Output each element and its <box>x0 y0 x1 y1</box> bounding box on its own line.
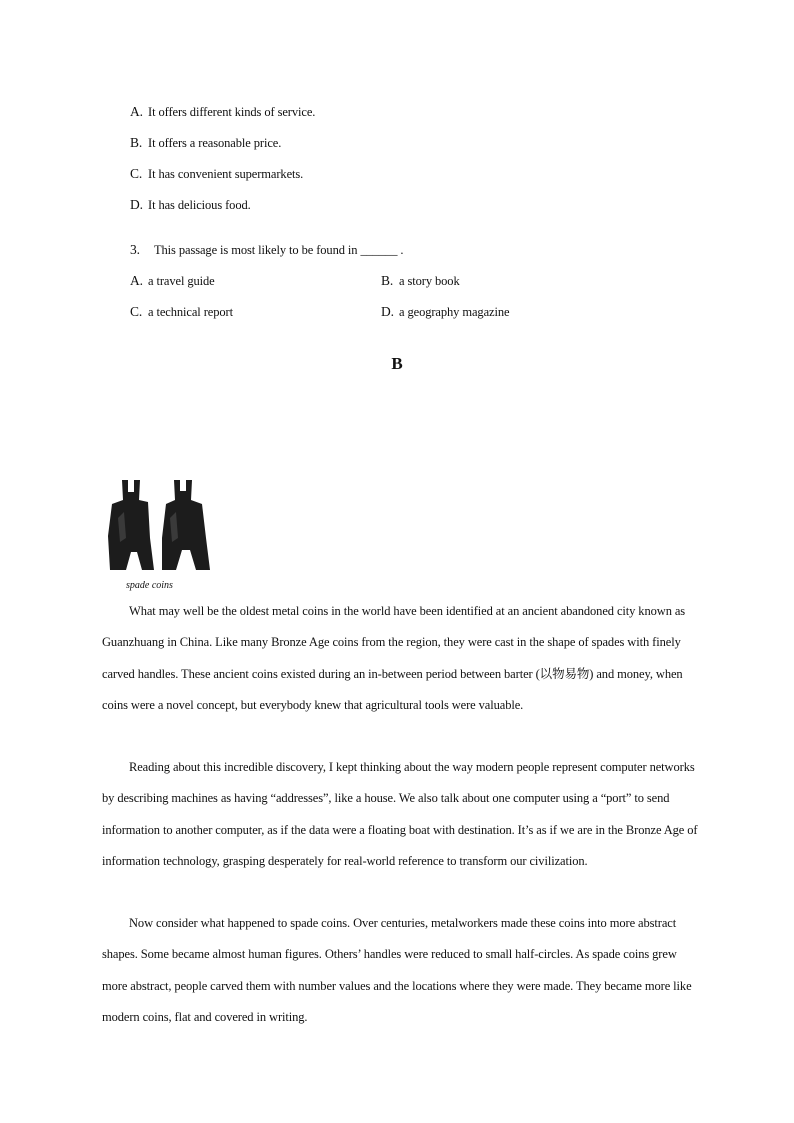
question-3-stem <box>130 242 403 258</box>
option-text: It has delicious food. <box>148 198 251 212</box>
option-a <box>130 104 315 120</box>
option-text: a story book <box>399 274 460 288</box>
option-letter: A. <box>130 273 143 288</box>
option-letter: D. <box>381 304 394 319</box>
q3-option-b <box>381 273 460 289</box>
paragraph-3 <box>102 908 702 1033</box>
option-text: It offers a reasonable price. <box>148 136 282 150</box>
question-number: 3. <box>130 242 140 257</box>
option-text: It offers different kinds of service. <box>148 105 316 119</box>
option-letter: B. <box>130 135 143 150</box>
paragraph-2 <box>102 752 702 877</box>
option-letter: C. <box>130 166 143 181</box>
q3-option-c <box>130 304 233 320</box>
q3-option-a <box>130 273 215 289</box>
option-letter: D. <box>130 197 143 212</box>
option-letter: A. <box>130 104 143 119</box>
q3-option-d <box>381 304 509 320</box>
figure-caption: spade coins <box>126 580 173 591</box>
paragraph-text: What may well be the oldest metal coins in the world have been identified at an ancient abandoned city known as Guanzhuang in China. Like many Bronze Age coins from the region, they were cast in the shape of spades with finely carved handles. These ancient coins existed during an in-between period between barter (以物易物) and money, when coins were a novel concept, but everybody knew that agricultural tools were valuable. <box>102 604 686 712</box>
option-letter: B. <box>381 273 394 288</box>
question-text: This passage is most likely to be found in ______ . <box>154 243 404 257</box>
option-d <box>130 197 251 213</box>
option-text: It has convenient supermarkets. <box>148 167 304 181</box>
paragraph-text: Now consider what happened to spade coins. Over centuries, metalworkers made these coins into more abstract shapes. Some became almost human figures. Others’ handles were reduced to small half-circles. As spade coins grew more abstract, people carved them with number values and the locations where they were made. They became more like modern coins, flat and covered in writing. <box>102 916 692 1024</box>
option-c <box>130 166 303 182</box>
option-text: a technical report <box>148 305 233 319</box>
option-letter: C. <box>130 304 143 319</box>
paragraph-text: Reading about this incredible discovery, I kept thinking about the way modern people represent computer networks by describing machines as having “addresses”, like a house. We also talk about one computer using a “port” to send information to another computer, as if the data were a floating boat with destination. It’s as if we are in the Bronze Age of information technology, grasping desperately for real-world reference to transform our civilization. <box>102 760 698 868</box>
option-b <box>130 135 281 151</box>
section-title: B <box>391 354 403 373</box>
paragraph-1 <box>102 596 702 721</box>
option-text: a geography magazine <box>399 305 510 319</box>
option-text: a travel guide <box>148 274 215 288</box>
